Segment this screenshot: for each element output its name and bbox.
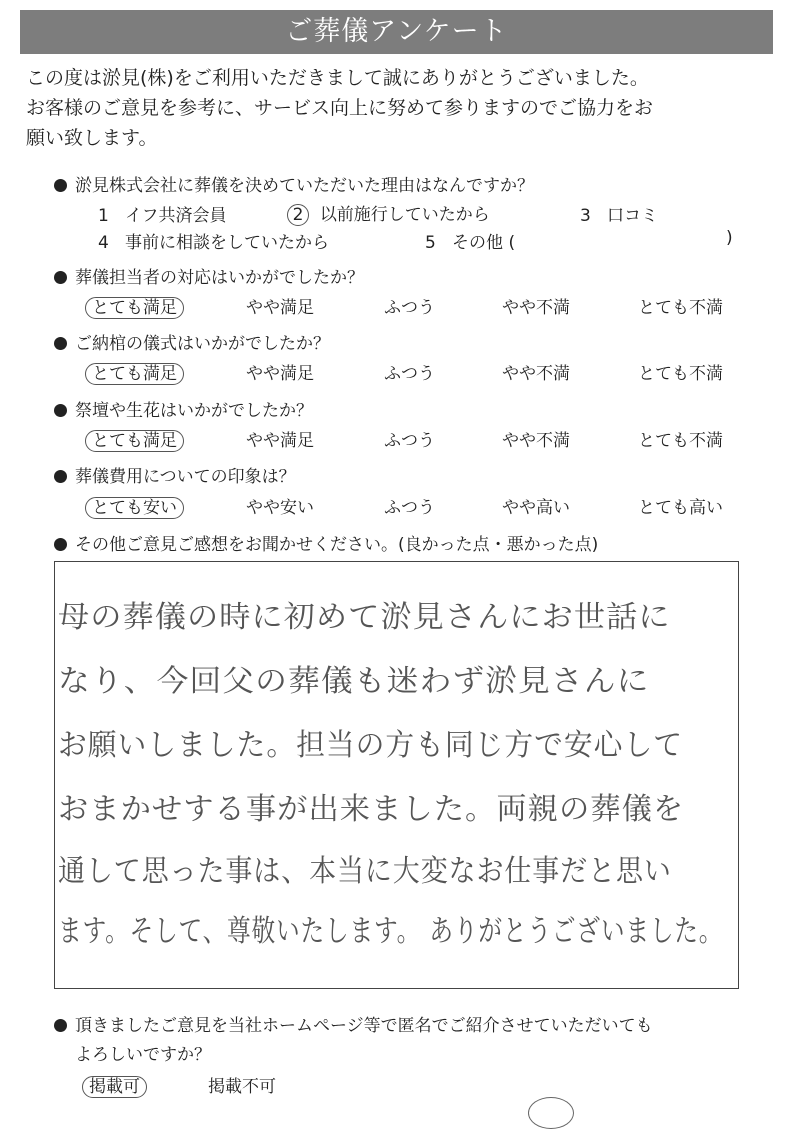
question-cost bbox=[54, 462, 296, 487]
staff-option-very-satisfied[interactable] bbox=[92, 293, 184, 318]
bullet-icon bbox=[54, 337, 67, 350]
reason-option-4[interactable] bbox=[98, 228, 329, 253]
question-encoffining-text: ご納棺の儀式はいかがでしたか？ bbox=[75, 334, 330, 354]
encoffining-option-neutral[interactable]: ふつう bbox=[384, 364, 435, 384]
selected-answer-circle: とても満足 bbox=[85, 430, 184, 452]
question-comments-text: その他ご意見ご感想をお聞かせください。(良かった点・悪かった点) bbox=[75, 535, 599, 555]
altar-option-satisfied[interactable]: やや満足 bbox=[246, 431, 314, 451]
selected-answer-circle: とても安い bbox=[85, 497, 184, 519]
altar-option-very-dissatisfied[interactable]: とても不満 bbox=[638, 431, 723, 451]
comment-line-2: なり、今回父の葬儀も迷わず淤見さんに bbox=[58, 664, 650, 699]
publish-option-allowed[interactable] bbox=[89, 1072, 147, 1097]
reason-option-5[interactable] bbox=[425, 228, 515, 253]
staff-option-dissatisfied[interactable]: やや不満 bbox=[502, 298, 570, 318]
cost-option-neutral[interactable]: ふつう bbox=[384, 498, 435, 518]
comment-line-5: 通して思った事は、本当に大変なお仕事だと思い bbox=[58, 854, 672, 889]
comment-line-3: お願いしました。担当の方も同じ方で安心して bbox=[58, 728, 683, 763]
comment-line-6: ます。そして、尊敬いたします。 ありがとうございました。 bbox=[58, 914, 724, 949]
hand-drawn-circle-mark bbox=[528, 1097, 574, 1129]
staff-option-neutral[interactable]: ふつう bbox=[384, 298, 435, 318]
encoffining-option-dissatisfied[interactable]: やや不満 bbox=[502, 364, 570, 384]
bullet-icon bbox=[54, 470, 67, 483]
option-number: 5 bbox=[425, 233, 436, 253]
comment-line-4: おまかせする事が出来ました。両親の葬儀を bbox=[58, 792, 685, 827]
cost-option-cheap[interactable]: やや安い bbox=[246, 498, 314, 518]
option-number: 4 bbox=[98, 233, 109, 253]
question-cost-text: 葬儀費用についての印象は？ bbox=[75, 467, 296, 487]
publish-option-not-allowed[interactable]: 掲載不可 bbox=[208, 1077, 276, 1097]
intro-line-2: お客様のご意見を参考に、サービス向上に努めて参りますのでご協力をお bbox=[26, 97, 654, 119]
option-number: 3 bbox=[580, 206, 591, 226]
question-publish bbox=[54, 1011, 653, 1036]
reason-option-1[interactable] bbox=[98, 201, 227, 226]
reason-option-3[interactable] bbox=[580, 201, 658, 226]
question-comments bbox=[54, 530, 598, 555]
cost-option-very-cheap[interactable] bbox=[92, 493, 184, 518]
bullet-icon bbox=[54, 271, 67, 284]
reason-option-2-selected[interactable] bbox=[290, 200, 490, 226]
altar-option-very-satisfied[interactable] bbox=[92, 426, 184, 451]
selected-number-circle: 2 bbox=[287, 204, 309, 226]
encoffining-option-satisfied[interactable]: やや満足 bbox=[246, 364, 314, 384]
option-label: 事前に相談をしていたから bbox=[125, 233, 330, 253]
question-reason-text: 淤見株式会社に葬儀を決めていただいた理由はなんですか？ bbox=[75, 176, 534, 196]
option-label: 以前施行していたから bbox=[319, 205, 490, 225]
bullet-icon bbox=[54, 179, 67, 192]
question-publish-text-1: 頂きましたご意見を当社ホームページ等で匿名でご紹介させていただいても bbox=[75, 1016, 653, 1036]
survey-title: ご葬儀アンケート bbox=[20, 10, 773, 54]
intro-line-3: 願い致します。 bbox=[26, 127, 158, 149]
cost-option-very-expensive[interactable]: とても高い bbox=[638, 498, 723, 518]
comment-line-1: 母の葬儀の時に初めて淤見さんにお世話に bbox=[58, 600, 671, 635]
cost-option-expensive[interactable]: やや高い bbox=[502, 498, 570, 518]
question-publish-text-2: よろしいですか？ bbox=[75, 1045, 211, 1065]
bullet-icon bbox=[54, 1019, 67, 1032]
altar-option-dissatisfied[interactable]: やや不満 bbox=[502, 431, 570, 451]
selected-answer-circle: 掲載可 bbox=[82, 1076, 147, 1098]
intro-line-1: この度は淤見(株)をご利用いただきまして誠にありがとうございました。 bbox=[26, 67, 649, 89]
question-altar-text: 祭壇や生花はいかがでしたか？ bbox=[75, 401, 313, 421]
selected-answer-circle: とても満足 bbox=[85, 297, 184, 319]
encoffining-option-very-dissatisfied[interactable]: とても不満 bbox=[638, 364, 723, 384]
encoffining-option-very-satisfied[interactable] bbox=[92, 359, 184, 384]
staff-option-very-dissatisfied[interactable]: とても不満 bbox=[638, 298, 723, 318]
option-label: 口コミ bbox=[607, 206, 659, 226]
altar-option-neutral[interactable]: ふつう bbox=[384, 431, 435, 451]
option-number: 1 bbox=[98, 206, 109, 226]
question-encoffining bbox=[54, 329, 330, 354]
question-reason bbox=[54, 171, 534, 196]
option-label: イフ共済会員 bbox=[125, 206, 227, 226]
reason-option-5-close: ) bbox=[726, 228, 733, 248]
bullet-icon bbox=[54, 538, 67, 551]
bullet-icon bbox=[54, 404, 67, 417]
question-staff-text: 葬儀担当者の対応はいかがでしたか？ bbox=[75, 268, 364, 288]
question-altar bbox=[54, 396, 313, 421]
staff-option-satisfied[interactable]: やや満足 bbox=[246, 298, 314, 318]
question-staff bbox=[54, 263, 364, 288]
option-label: その他 ( bbox=[452, 233, 516, 253]
selected-answer-circle: とても満足 bbox=[85, 363, 184, 385]
